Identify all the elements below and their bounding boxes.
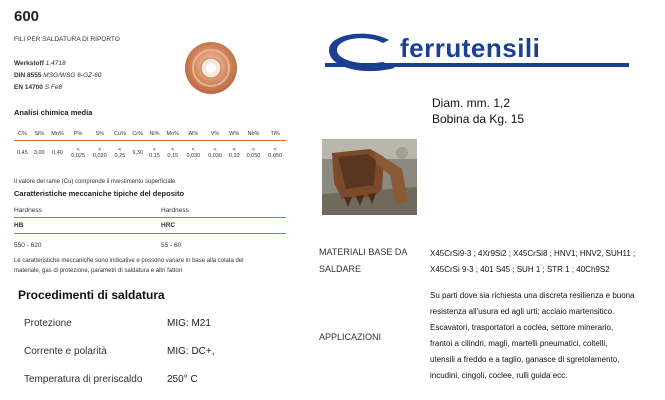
mechanical-note-line-1: Le caratteristiche meccaniche sono indicative e possono variare in base alla colata del [14,258,244,264]
element-value: < 0,15 [149,147,160,160]
applications-line: frantoi a cilindri, magli, martelli pneumatici, coltelli, [430,339,608,348]
element-header: Nb% [247,130,260,137]
excavator-bucket-photo [322,139,417,215]
mechanical-note-line-2: materiale, gas di protezione, parametri di saldatura e altri fattori [14,268,183,274]
base-materials-label [319,244,407,278]
product-code: 600 [14,8,40,25]
spec-label: EN 14700 [14,84,43,91]
element-header: W% [229,130,240,137]
applications-line: incudini, cingoli, coclee, rulli guida ecc. [430,371,568,380]
spool-weight-text: Bobina da Kg. 15 [432,112,525,126]
applications-line: resistenza all'usura ed agli urti; acciaio martensitico. [430,307,615,316]
base-materials-text [430,246,660,278]
mechanical-table [14,204,286,256]
base-materials-line: X45CrSi9-3 ; 4Xr9Si2 ; X45CrSi8 ; HNV1; HNV2, SUH11 ; [430,249,636,258]
mechanical-values-row [14,234,286,256]
element-header: Ti% [270,130,280,137]
spec-en [14,84,62,91]
element-header: C% [17,130,27,137]
element-header: Mn% [51,130,64,137]
element-value: < 0,25 [114,147,126,160]
diameter-text: Diam. mm. 1,2 [432,96,511,110]
copper-note: Il valore del rame (Cu) comprende il rivestimento superficiale [14,179,176,185]
element-value: 9,30 [132,150,144,157]
element-value: < 0,020 [92,147,107,160]
mech-unit: HRC [161,222,176,229]
chemical-values-row [14,140,286,166]
procedure-value: 250° C [167,374,198,385]
procedure-label: Temperatura di preriscaldo [24,374,143,385]
mechanical-title: Caratteristiche meccaniche tipiche del deposito [14,189,185,198]
spec-value: S Fe8 [44,84,63,91]
element-value: < 0,050 [246,147,261,160]
chemical-header-row [14,128,286,140]
procedure-label: Corrente e polarità [24,346,107,357]
applications-line: utensili a freddo e a taglio, ganasce di sgretolamento, [430,355,620,364]
procedure-label: Protezione [24,318,72,329]
wire-spool-image [183,40,239,96]
spec-label: Werkstoff [14,60,44,67]
element-value: < 0,030 [186,147,201,160]
element-value: < 0,050 [268,147,282,160]
element-header: V% [210,130,220,137]
element-header: P% [73,130,83,137]
element-value: 0,45 [17,150,28,157]
chemical-title: Analisi chimica media [14,108,93,117]
element-value: < 0,15 [167,147,179,160]
mech-value: 550 - 620 [14,241,42,249]
base-materials-line: X45CrSi 9-3 ; 401 S45 ; SUH 1 ; STR 1 ; 40Ch9S2 [430,265,610,274]
mech-header: Hardness [14,207,42,214]
mech-value: 55 - 60 [161,241,182,249]
element-header: Cu% [113,130,126,137]
applications-label: APPLICAZIONI [319,332,382,342]
mech-header: Hardness [161,207,189,214]
procedures-title: Procedimenti di saldatura [18,288,165,302]
element-header: S% [95,130,105,137]
base-materials-label-line: SALDARE [319,264,362,274]
element-value: 0,40 [52,150,63,157]
product-subtitle: FILI PER SALDATURA DI RIPORTO [14,36,120,43]
spec-din [14,72,101,79]
mech-unit: HB [14,222,24,229]
procedure-value: MIG: M21 [167,318,211,329]
procedure-value: MIG: DC+, [167,346,215,357]
brand-name: ferrutensili [400,33,541,63]
base-materials-label-line: MATERIALI BASE DA [319,247,408,257]
element-value: < 0,025 [71,147,86,160]
applications-line: Su parti dove sia richiesta una discreta resilienza e buona [430,291,635,300]
element-header: Mo% [166,130,180,137]
element-header: Al% [188,130,199,137]
element-value: 3,00 [33,150,45,157]
spec-value: 1.4718 [45,60,66,67]
spec-value: MSG/WSG 6-GZ-60 [43,72,102,79]
element-value: < 0,10 [228,147,240,160]
chemical-table [14,128,286,166]
applications-line: Escavatori, trasportatori a coclea, settore minerario, [430,323,614,332]
applications-text [430,288,650,384]
mechanical-header-row [14,204,286,218]
spec-werkstoff [14,60,66,67]
spec-label: DIN 8555 [14,72,42,79]
element-value: < 0,030 [208,147,222,160]
element-header: Cr% [132,130,144,137]
mechanical-units-row [14,218,286,234]
element-header: Si% [34,130,45,137]
element-header: Ni% [149,130,160,137]
